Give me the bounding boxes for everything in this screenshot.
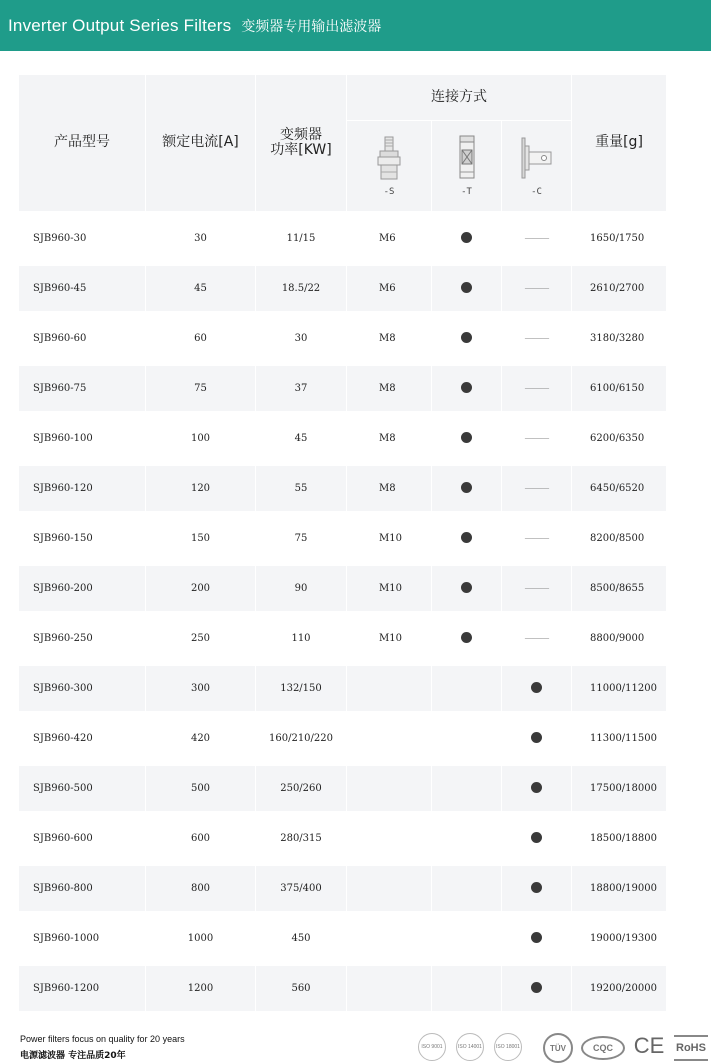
cell-conn-s (347, 864, 432, 914)
cell-model: SJB960-30 (19, 214, 146, 264)
header-conn-s (347, 121, 432, 214)
table-row (19, 364, 667, 414)
cell-conn-t (432, 364, 502, 414)
table-row (19, 814, 667, 864)
cell-conn-s: M10 (347, 564, 432, 614)
cell-model: SJB960-500 (19, 764, 146, 814)
cell-current: 1200 (146, 964, 256, 1012)
availability-dot (461, 282, 472, 293)
cell-weight: 6450/6520 (572, 464, 667, 514)
cell-model: SJB960-420 (19, 714, 146, 764)
cell-power: 75 (256, 514, 347, 564)
cell-model: SJB960-120 (19, 464, 146, 514)
table-row (19, 664, 667, 714)
cell-conn-t (432, 964, 502, 1012)
cell-weight: 17500/18000 (572, 764, 667, 814)
availability-dot (461, 382, 472, 393)
cell-weight: 18800/19000 (572, 864, 667, 914)
cell-conn-c (502, 764, 572, 814)
cell-power: 560 (256, 964, 347, 1012)
cell-model: SJB960-75 (19, 364, 146, 414)
cell-current: 75 (146, 364, 256, 414)
cell-conn-s: M8 (347, 364, 432, 414)
cell-power: 110 (256, 614, 347, 664)
cell-conn-s (347, 714, 432, 764)
cell-weight: 11000/11200 (572, 664, 667, 714)
cell-current: 30 (146, 214, 256, 264)
availability-dot (531, 882, 542, 893)
ce-logo: CE (633, 1033, 665, 1058)
cell-conn-t (432, 514, 502, 564)
cell-weight: 3180/3280 (572, 314, 667, 364)
footer-tagline-cn: 电源滤波器 专注品质20年 (20, 1051, 126, 1061)
cell-conn-s (347, 814, 432, 864)
table-row (19, 714, 667, 764)
cell-power: 37 (256, 364, 347, 414)
not-available-dash: ——— (524, 484, 549, 494)
not-available-dash: ——— (524, 584, 549, 594)
cell-power: 90 (256, 564, 347, 614)
cell-conn-c (502, 814, 572, 864)
cell-weight: 11300/11500 (572, 714, 667, 764)
cell-current: 800 (146, 864, 256, 914)
table-row (19, 214, 667, 264)
cell-conn-c (502, 514, 572, 564)
cell-current: 420 (146, 714, 256, 764)
table-row (19, 564, 667, 614)
table-row (19, 914, 667, 964)
cell-conn-c (502, 964, 572, 1012)
cell-model: SJB960-1000 (19, 914, 146, 964)
cell-conn-t (432, 664, 502, 714)
header-model: 产品型号 (19, 75, 146, 214)
availability-dot (531, 982, 542, 993)
header-conn-t (432, 121, 502, 214)
cell-weight: 2610/2700 (572, 264, 667, 314)
cell-power: 375/400 (256, 864, 347, 914)
cell-conn-s: M8 (347, 414, 432, 464)
cell-conn-t (432, 214, 502, 264)
conn-s-label: -S (383, 187, 395, 198)
cell-conn-c (502, 714, 572, 764)
cell-current: 250 (146, 614, 256, 664)
table-row (19, 464, 667, 514)
table-row (19, 314, 667, 364)
rohs-logo: RoHS (674, 1035, 708, 1061)
footer (20, 1034, 185, 1061)
availability-dot (461, 582, 472, 593)
cell-conn-t (432, 764, 502, 814)
cell-conn-t (432, 564, 502, 614)
conn-c-label: -C (531, 187, 542, 198)
cell-conn-t (432, 314, 502, 364)
cell-weight: 8200/8500 (572, 514, 667, 564)
availability-dot (531, 932, 542, 943)
cell-model: SJB960-100 (19, 414, 146, 464)
iso9001-logo: ISO 9001 (418, 1033, 446, 1061)
availability-dot (461, 482, 472, 493)
header-power-line1: 变频器 (280, 126, 322, 143)
cell-power: 45 (256, 414, 347, 464)
cell-power: 30 (256, 314, 347, 364)
cell-conn-s: M10 (347, 514, 432, 564)
cell-current: 1000 (146, 914, 256, 964)
iso14001-logo: ISO 14001 (456, 1033, 484, 1061)
cell-conn-c (502, 364, 572, 414)
cell-current: 100 (146, 414, 256, 464)
cell-current: 500 (146, 764, 256, 814)
cell-weight: 19200/20000 (572, 964, 667, 1012)
not-available-dash: ——— (524, 234, 549, 244)
availability-dot (461, 632, 472, 643)
iso18001-logo: ISO 18001 (494, 1033, 522, 1061)
cell-conn-s: M10 (347, 614, 432, 664)
table-row (19, 614, 667, 664)
cell-model: SJB960-150 (19, 514, 146, 564)
footer-tagline-en: Power filters focus on quality for 20 years (20, 1034, 185, 1044)
availability-dot (531, 832, 542, 843)
cell-conn-c (502, 464, 572, 514)
cell-weight: 18500/18800 (572, 814, 667, 864)
cell-conn-c (502, 214, 572, 264)
cell-conn-t (432, 464, 502, 514)
cell-weight: 6100/6150 (572, 364, 667, 414)
cell-power: 280/315 (256, 814, 347, 864)
availability-dot (531, 732, 542, 743)
spec-table-body (19, 214, 667, 1012)
cell-weight: 1650/1750 (572, 214, 667, 264)
table-row (19, 864, 667, 914)
cell-current: 150 (146, 514, 256, 564)
cell-power: 250/260 (256, 764, 347, 814)
cell-conn-c (502, 864, 572, 914)
cell-conn-c (502, 314, 572, 364)
cell-model: SJB960-600 (19, 814, 146, 864)
cell-conn-t (432, 414, 502, 464)
table-row (19, 964, 667, 1012)
cell-conn-s: M8 (347, 464, 432, 514)
cell-model: SJB960-1200 (19, 964, 146, 1012)
cell-conn-t (432, 914, 502, 964)
cell-conn-c (502, 414, 572, 464)
header-power-line2: 功率[KW] (270, 142, 332, 158)
cell-power: 55 (256, 464, 347, 514)
header-title-en: Inverter Output Series Filters (8, 15, 232, 35)
cell-model: SJB960-45 (19, 264, 146, 314)
cell-model: SJB960-60 (19, 314, 146, 364)
cell-power: 450 (256, 914, 347, 964)
cell-power: 18.5/22 (256, 264, 347, 314)
cell-conn-s: M6 (347, 264, 432, 314)
block-terminal-icon (452, 134, 482, 184)
page-header (0, 0, 711, 51)
not-available-dash: ——— (524, 284, 549, 294)
not-available-dash: ——— (524, 534, 549, 544)
table-row (19, 764, 667, 814)
table-row (19, 514, 667, 564)
cell-conn-t (432, 714, 502, 764)
cell-current: 600 (146, 814, 256, 864)
cell-weight: 19000/19300 (572, 914, 667, 964)
header-title-cn: 变频器专用输出滤波器 (241, 18, 382, 35)
cqc-logo: CQC (581, 1036, 625, 1060)
screw-terminal-icon (374, 134, 404, 184)
cell-model: SJB960-200 (19, 564, 146, 614)
cell-weight: 8800/9000 (572, 614, 667, 664)
conn-t-label: -T (461, 187, 472, 198)
table-row (19, 264, 667, 314)
cell-current: 45 (146, 264, 256, 314)
not-available-dash: ——— (524, 434, 549, 444)
not-available-dash: ——— (524, 634, 549, 644)
cell-current: 60 (146, 314, 256, 364)
cell-conn-c (502, 264, 572, 314)
cell-model: SJB960-800 (19, 864, 146, 914)
cell-conn-c (502, 614, 572, 664)
availability-dot (461, 532, 472, 543)
cell-conn-s (347, 964, 432, 1012)
header-power (256, 75, 347, 214)
cell-conn-t (432, 264, 502, 314)
tab-terminal-icon (519, 134, 555, 184)
cell-power: 132/150 (256, 664, 347, 714)
cell-power: 11/15 (256, 214, 347, 264)
cell-conn-s (347, 914, 432, 964)
availability-dot (531, 782, 542, 793)
availability-dot (461, 232, 472, 243)
cell-current: 200 (146, 564, 256, 614)
spec-table (18, 75, 667, 1011)
cell-model: SJB960-300 (19, 664, 146, 714)
cell-conn-t (432, 614, 502, 664)
cell-conn-s: M6 (347, 214, 432, 264)
tuv-logo: TÜV (543, 1033, 573, 1063)
cell-conn-t (432, 864, 502, 914)
header-current: 额定电流[A] (146, 75, 256, 214)
cell-model: SJB960-250 (19, 614, 146, 664)
cell-conn-c (502, 664, 572, 714)
cell-conn-s (347, 764, 432, 814)
cell-conn-s (347, 664, 432, 714)
header-weight: 重量[g] (572, 75, 667, 214)
cell-weight: 6200/6350 (572, 414, 667, 464)
availability-dot (461, 332, 472, 343)
cell-conn-c (502, 564, 572, 614)
header-connection: 连接方式 (347, 75, 572, 121)
cell-current: 300 (146, 664, 256, 714)
availability-dot (461, 432, 472, 443)
not-available-dash: ——— (524, 384, 549, 394)
cell-conn-s: M8 (347, 314, 432, 364)
cell-weight: 8500/8655 (572, 564, 667, 614)
availability-dot (531, 682, 542, 693)
header-conn-c (502, 121, 572, 214)
cell-power: 160/210/220 (256, 714, 347, 764)
cell-current: 120 (146, 464, 256, 514)
table-row (19, 414, 667, 464)
cell-conn-t (432, 814, 502, 864)
not-available-dash: ——— (524, 334, 549, 344)
cell-conn-c (502, 914, 572, 964)
